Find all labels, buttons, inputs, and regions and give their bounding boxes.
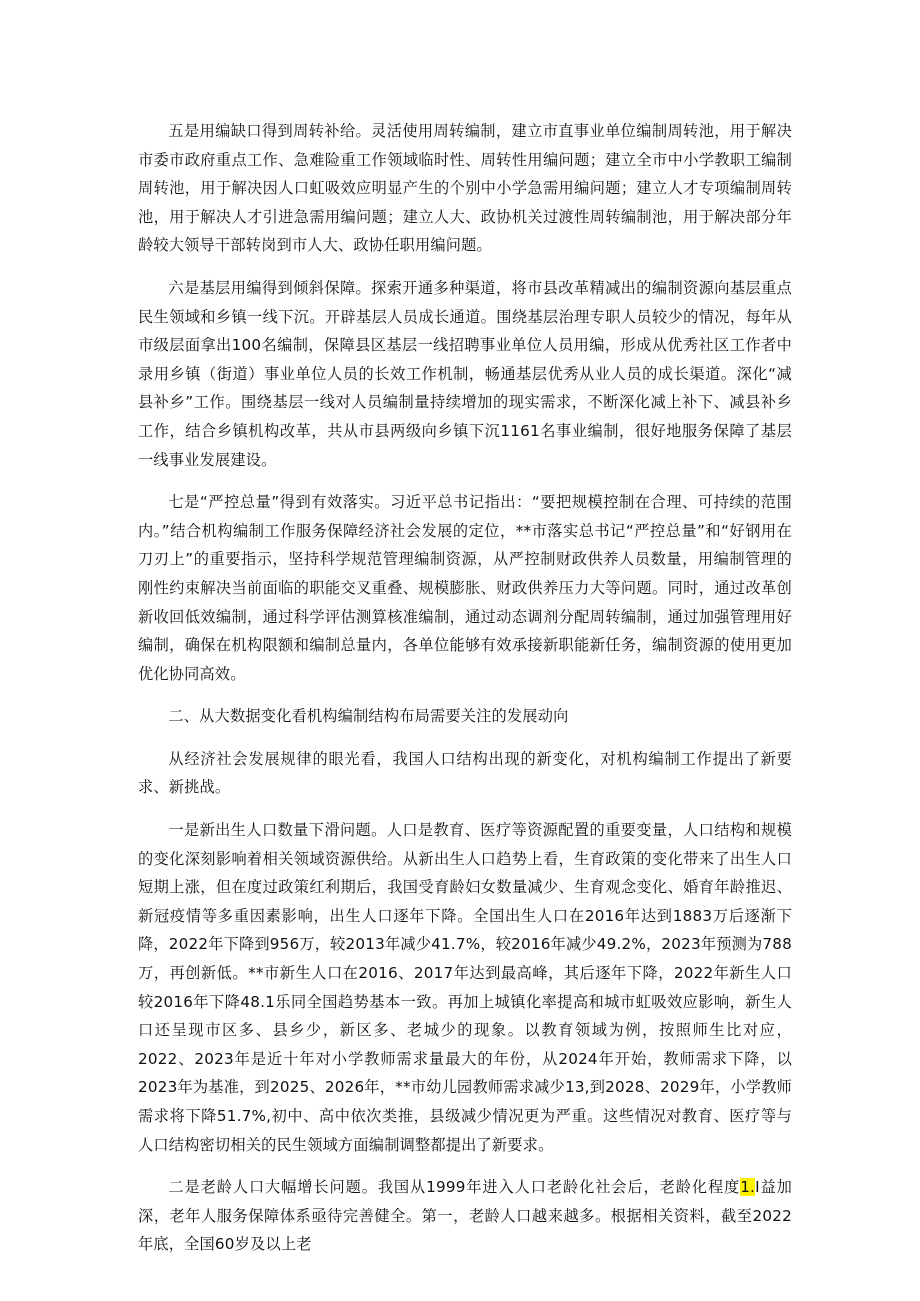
- paragraph-birth-decline: 一是新出生人口数量下滑问题。人口是教育、医疗等资源配置的重要变量，人口结构和规模的变化深刻影响着相关领域资源供给。从新出生人口趋势上看，生育政策的变化带来了出生人口短期上涨，但在度过政策红利期后，我国受育龄妇女数量减少、生育观念变化、婚育年龄推迟、新冠疫情等多重因素影响，出生人口逐年下降。全国出生人口在2016年达到1883万后逐渐下降，2022年下降到956万，较2013年减少41.7%，较2016年减少49.2%，2023年预测为788万，再创新低。**市新生人口在2016、2017年达到最高峰，其后逐年下降，2022年新生人口较2016年下降48.1乐同全国趋势基本一致。再加上城镇化率提高和城市虹吸效应影响，新生人口还呈现市区多、县乡少，新区多、老城少的现象。以教育领域为例，按照师生比对应，2022、2023年是近十年对小学教师需求量最大的年份，从2024年开始，教师需求下降，以2023年为基准，到2025、2026年，**市幼儿园教师需求减少13,到2028、2029年，小学教师需求将下降51.7%,初中、高中依次类推，县级减少情况更为严重。这些情况对教育、医疗等与人口结构密切相关的民生领域方面编制调整都提出了新要求。: [138, 821, 792, 1154]
- paragraph-intro: 从经济社会发展规律的眼光看，我国人口结构出现的新变化，对机构编制工作提出了新要求、新挑战。: [138, 749, 792, 797]
- highlighted-text: 1.: [740, 1178, 756, 1197]
- paragraph-seven: 七是“严控总量”得到有效落实。习近平总书记指出：“要把规模控制在合理、可持续的范围内。”结合机构编制工作服务保障经济社会发展的定位，**市落实总书记“严控总量”和“好钢用在刀刃上”的重要指示，坚持科学规范管理编制资源，从严控制财政供养人员数量，用编制管理的刚性约束解决当前面临的职能交叉重叠、规模膨胀、财政供养压力大等问题。同时，通过改革创新收回低效编制，通过科学评估测算核准编制，通过动态调剂分配周转编制，通过加强管理用好编制，确保在机构限额和编制总量内，各单位能够有效承接新职能新任务，编制资源的使用更加优化协同高效。: [138, 493, 792, 683]
- aging-text-after: I益加深，老年人服务保障体系亟待完善健全。第一，老龄人口越来越多。根据相关资料，截至2022年底，全国60岁及以上老: [138, 1178, 792, 1254]
- section-heading: 二、从大数据变化看机构编制结构布局需要关注的发展动向: [168, 707, 569, 726]
- paragraph-aging: [138, 1173, 792, 1259]
- paragraph-five: 五是用编缺口得到周转补给。灵活使用周转编制，建立市直事业单位编制周转池，用于解决市委市政府重点工作、急难险重工作领域临时性、周转性用编问题；建立全市中小学教职工编制周转池，用于解决因人口虹吸效应明显产生的个别中小学急需用编问题；建立人才专项编制周转池，用于解决人才引进急需用编问题；建立人大、政协机关过渡性周转编制池，用于解决部分年龄较大领导干部转岗到市人大、政协任职用编问题。: [138, 122, 792, 255]
- document-body: [138, 117, 792, 1273]
- aging-text-before: 二是老龄人口大幅增长问题。我国从1999年进入人口老龄化社会后，老龄化程度: [168, 1178, 741, 1197]
- paragraph-six: 六是基层用编得到倾斜保障。探索开通多种渠道，将市县改革精减出的编制资源向基层重点民生领域和乡镇一线下沉。开辟基层人员成长通道。围绕基层治理专职人员较少的情况，每年从市级层面拿出100名编制，保障县区基层一线招聘事业单位人员用编，形成从优秀社区工作者中录用乡镇（街道）事业单位人员的长效工作机制，畅通基层优秀从业人员的成长渠道。深化“减县补乡”工作。围绕基层一线对人员编制量持续增加的现实需求，不断深化减上补下、减县补乡工作，结合乡镇机构改革，共从市县两级向乡镇下沉1161名事业编制，很好地服务保障了基层一线事业发展建设。: [138, 278, 792, 469]
